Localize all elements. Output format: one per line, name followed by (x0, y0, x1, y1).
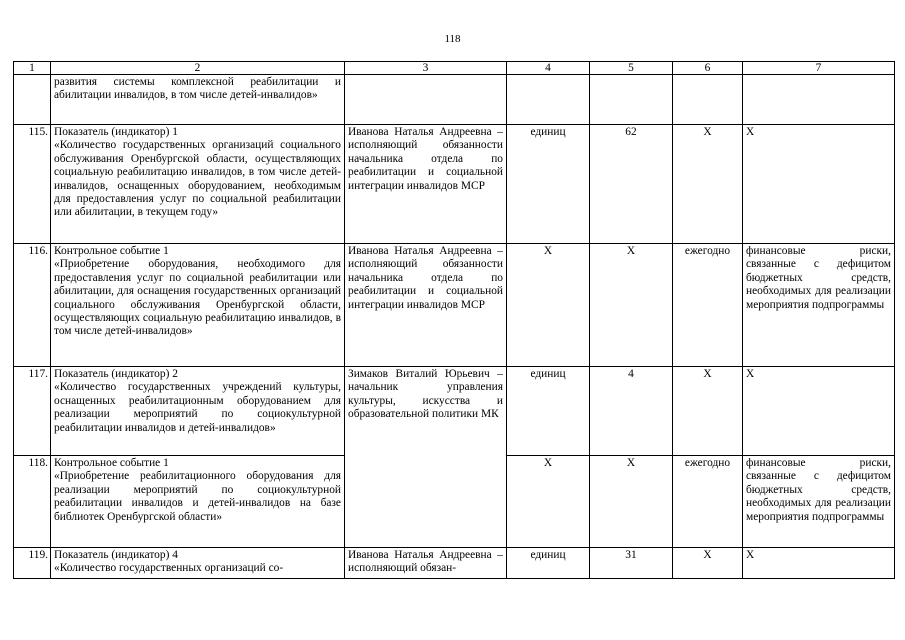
column-header: 1 (14, 62, 51, 75)
row-value: 31 (590, 548, 673, 579)
row-title: Показатель (индикатор) 1 (54, 126, 178, 138)
row-title: Показатель (индикатор) 4 (54, 549, 178, 561)
column-header: 4 (507, 62, 590, 75)
column-header: 3 (345, 62, 507, 75)
row-unit: единиц (507, 125, 590, 244)
row-risks: финансовые риски, связанные с дефицитом бюджетных средств, необходимых для реализации мероприятия подпрограммы (743, 244, 895, 367)
row-risks: финансовые риски, связанные с дефицитом бюджетных средств, необходимых для реализации мероприятия подпрограммы (743, 456, 895, 548)
row-value: Х (590, 244, 673, 367)
table-row (14, 548, 895, 579)
row-number: 115. (14, 125, 51, 244)
table-row (14, 244, 895, 367)
table-row (14, 75, 895, 125)
column-header: 5 (590, 62, 673, 75)
row-risks: Х (743, 548, 895, 579)
row-text: «Приобретение реабилитационного оборудования для реализации мероприятий по социокультурной реабилитации инвалидов и детей-инвалидов на базе библиотек Оренбургской области» (54, 470, 341, 523)
row-description (51, 456, 345, 548)
row-text: «Количество государственных организаций со- (54, 562, 284, 575)
row-unit: Х (507, 244, 590, 367)
row-value: 62 (590, 125, 673, 244)
row-text: развития системы комплексной реабилитации и абилитации инвалидов, в том числе детей-инвалидов» (54, 76, 341, 102)
row-description (51, 125, 345, 244)
row-number (14, 75, 51, 125)
row-number: 116. (14, 244, 51, 367)
column-header: 7 (743, 62, 895, 75)
row-text: «Приобретение оборудования, необходимого для предоставления услуг по социальной реабилитации или абилитации, для оснащения государственных организаций социального обслуживания Оренбургской области, осуществляющих социальную реабилитацию инвалидов, в том числе детей-инвалидов» (54, 258, 341, 338)
row-period: Х (673, 125, 743, 244)
row-unit: Х (507, 456, 590, 548)
row-title: Контрольное событие 1 (54, 457, 169, 469)
row-title: Контрольное событие 1 (54, 245, 169, 257)
row-value: 4 (590, 367, 673, 456)
table-row (14, 367, 895, 456)
row-number: 118. (14, 456, 51, 548)
column-header: 6 (673, 62, 743, 75)
row-responsible: Иванова Наталья Андреевна – исполняющий обязанности начальника отдела по реабилитации и социальной интеграции инвалидов МСР (345, 125, 507, 244)
row-description (51, 244, 345, 367)
header-row (14, 62, 895, 75)
row-text: «Количество государственных организаций социального обслуживания Оренбургской области, осуществляющих социальную реабилитацию инвалидов, в том числе детей-инвалидов, оснащенных оборудованием, необходимым для предоставления услуг по социальной реабилитации или абилитации, в текущем году» (54, 139, 341, 219)
row-unit (507, 75, 590, 125)
table-row (14, 125, 895, 244)
row-period: Х (673, 367, 743, 456)
row-risks: Х (743, 367, 895, 456)
row-value (590, 75, 673, 125)
row-description (51, 367, 345, 456)
row-period: ежегодно (673, 456, 743, 548)
row-responsible: Иванова Наталья Андреевна – исполняющий обязан- (345, 548, 507, 579)
column-header: 2 (51, 62, 345, 75)
row-responsible: Зимаков Виталий Юрьевич – начальник управления культуры, искусства и образовательной политики МК (345, 367, 507, 548)
row-period: Х (673, 548, 743, 579)
row-responsible (345, 75, 507, 125)
data-table (13, 61, 895, 579)
row-value: Х (590, 456, 673, 548)
row-description (51, 75, 345, 125)
row-number: 119. (14, 548, 51, 579)
row-title: Показатель (индикатор) 2 (54, 368, 178, 380)
row-description (51, 548, 345, 579)
row-responsible: Иванова Наталья Андреевна – исполняющий обязанности начальника отдела по реабилитации и социальной интеграции инвалидов МСР (345, 244, 507, 367)
page-number: 118 (444, 33, 461, 45)
row-risks: Х (743, 125, 895, 244)
row-unit: единиц (507, 367, 590, 456)
row-period: ежегодно (673, 244, 743, 367)
row-text: «Количество государственных учреждений культуры, оснащенных реабилитационным оборудованием для реализации мероприятий по социокультурной реабилитации инвалидов и детей-инвалидов» (54, 381, 341, 434)
row-period (673, 75, 743, 125)
row-unit: единиц (507, 548, 590, 579)
row-number: 117. (14, 367, 51, 456)
row-risks (743, 75, 895, 125)
